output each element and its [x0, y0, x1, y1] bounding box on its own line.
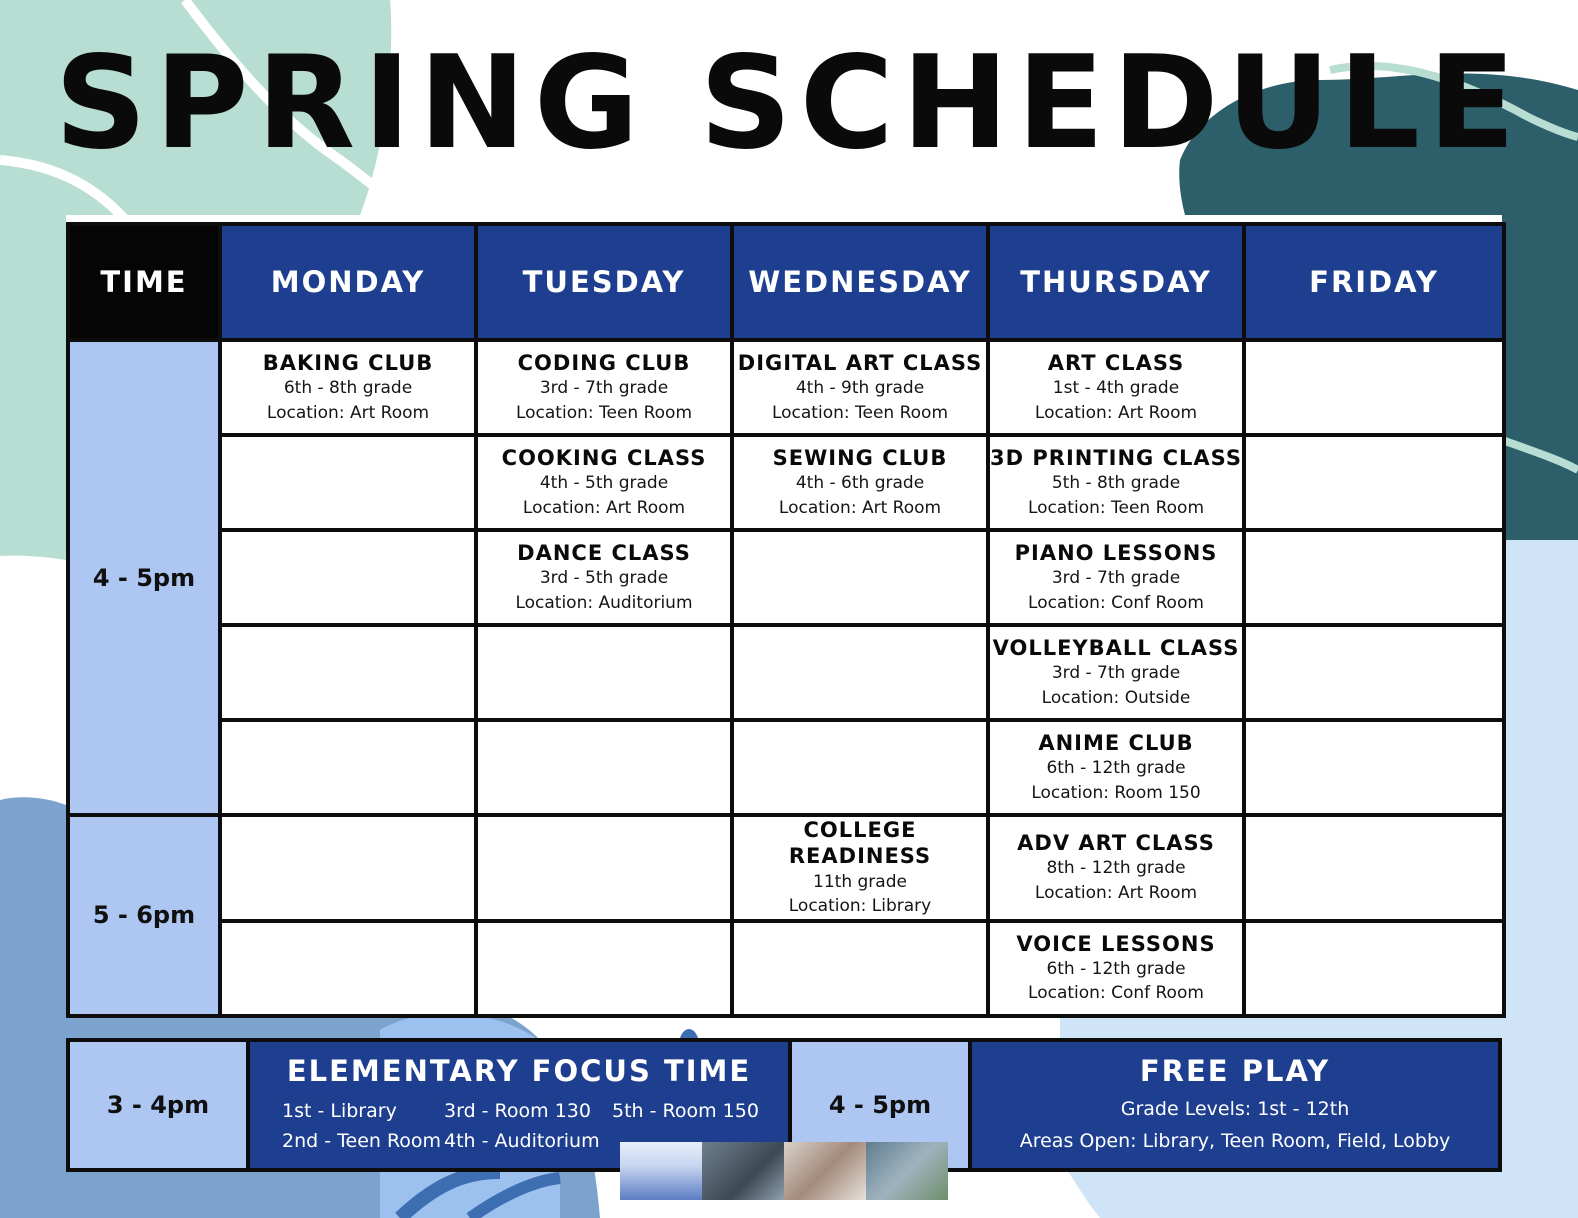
empty-cell-monday: [220, 921, 476, 1016]
class-cell-tuesday: [476, 340, 732, 435]
empty-cell-tuesday: [476, 625, 732, 720]
class-cell-thursday: [988, 720, 1244, 815]
class-grade: 11th grade: [813, 871, 907, 892]
class-location: Location: Auditorium: [515, 592, 693, 613]
day-header-wednesday: WEDNESDAY: [732, 224, 988, 340]
class-location: Location: Art Room: [266, 402, 430, 423]
thumbnail-strip: [620, 1142, 948, 1200]
free-play-areas: Areas Open: Library, Teen Room, Field, Lobby: [1019, 1130, 1451, 1152]
elementary-item: 1st - Library: [282, 1100, 397, 1122]
class-name: VOICE LESSONS: [1016, 931, 1216, 956]
class-name: PIANO LESSONS: [1014, 540, 1218, 565]
class-name: VOLLEYBALL CLASS: [992, 635, 1240, 660]
empty-cell-tuesday: [476, 720, 732, 815]
class-grade: 4th - 5th grade: [539, 472, 669, 493]
class-cell-thursday: [988, 530, 1244, 625]
page-title: SPRING SCHEDULE: [54, 29, 1524, 178]
class-name: CODING CLUB: [517, 350, 691, 375]
class-location: Location: Art Room: [522, 497, 686, 518]
class-cell-tuesday: [476, 530, 732, 625]
free-play-time: 4 - 5pm: [788, 1042, 968, 1168]
class-name: COLLEGE READINESS: [788, 818, 932, 869]
class-grade: 4th - 9th grade: [795, 377, 925, 398]
empty-cell-friday: [1244, 530, 1504, 625]
class-grade: 8th - 12th grade: [1046, 858, 1186, 879]
thumbnail-photo-image: [866, 1142, 948, 1200]
thumbnail-photo-image: [784, 1142, 866, 1200]
thumbnail-schedule-image: [620, 1142, 702, 1200]
class-name: ANIME CLUB: [1038, 730, 1194, 755]
class-location: Location: Conf Room: [1028, 592, 1204, 613]
elementary-item: 2nd - Teen Room: [282, 1130, 442, 1152]
class-grade: 5th - 8th grade: [1051, 472, 1181, 493]
schedule-table: [66, 222, 1506, 1018]
empty-cell-friday: [1244, 340, 1504, 435]
time-block-label: 5 - 6pm: [68, 815, 220, 1016]
class-cell-thursday: [988, 340, 1244, 435]
class-name: BAKING CLUB: [262, 350, 434, 375]
class-grade: 3rd - 5th grade: [539, 567, 669, 588]
empty-cell-wednesday: [732, 720, 988, 815]
class-cell-thursday: [988, 815, 1244, 921]
time-block-label: 4 - 5pm: [68, 340, 220, 815]
class-grade: 3rd - 7th grade: [539, 377, 669, 398]
empty-cell-monday: [220, 815, 476, 921]
class-name: DIGITAL ART CLASS: [737, 350, 983, 375]
day-header-friday: FRIDAY: [1244, 224, 1504, 340]
class-grade: 6th - 8th grade: [283, 377, 413, 398]
schedule-row: [68, 435, 1504, 530]
schedule-row: [68, 815, 1504, 921]
elementary-time: 3 - 4pm: [70, 1042, 246, 1168]
class-location: Location: Teen Room: [1027, 497, 1205, 518]
class-name: 3D PRINTING CLASS: [990, 445, 1242, 470]
day-header-tuesday: TUESDAY: [476, 224, 732, 340]
free-play-panel: [968, 1042, 1498, 1168]
class-location: Location: Art Room: [1034, 402, 1198, 423]
elementary-item: 3rd - Room 130: [444, 1100, 591, 1122]
elementary-item: 4th - Auditorium: [444, 1130, 600, 1152]
empty-cell-tuesday: [476, 921, 732, 1016]
class-location: Location: Teen Room: [515, 402, 693, 423]
class-grade: 3rd - 7th grade: [1051, 567, 1181, 588]
class-location: Location: Teen Room: [771, 402, 949, 423]
class-location: Location: Outside: [1041, 687, 1191, 708]
free-play-grades: Grade Levels: 1st - 12th: [1120, 1098, 1350, 1120]
empty-cell-monday: [220, 530, 476, 625]
empty-cell-friday: [1244, 921, 1504, 1016]
class-name: SEWING CLUB: [772, 445, 948, 470]
empty-cell-friday: [1244, 435, 1504, 530]
empty-cell-friday: [1244, 720, 1504, 815]
class-grade: 3rd - 7th grade: [1051, 662, 1181, 683]
class-location: Location: Art Room: [1034, 883, 1198, 904]
schedule-row: [68, 921, 1504, 1016]
class-grade: 4th - 6th grade: [795, 472, 925, 493]
class-cell-thursday: [988, 921, 1244, 1016]
thumbnail-photo-image: [702, 1142, 784, 1200]
class-location: Location: Library: [788, 896, 932, 917]
empty-cell-wednesday: [732, 921, 988, 1016]
schedule-row: [68, 625, 1504, 720]
class-name: COOKING CLASS: [501, 445, 707, 470]
elementary-item: 5th - Room 150: [612, 1100, 759, 1122]
class-location: Location: Conf Room: [1028, 983, 1204, 1004]
empty-cell-friday: [1244, 625, 1504, 720]
empty-cell-monday: [220, 625, 476, 720]
empty-cell-tuesday: [476, 815, 732, 921]
schedule-row: [68, 530, 1504, 625]
class-cell-thursday: [988, 435, 1244, 530]
class-cell-tuesday: [476, 435, 732, 530]
time-column-header: TIME: [68, 224, 220, 340]
day-header-thursday: THURSDAY: [988, 224, 1244, 340]
schedule-row: [68, 340, 1504, 435]
empty-cell-friday: [1244, 815, 1504, 921]
empty-cell-wednesday: [732, 625, 988, 720]
empty-cell-monday: [220, 435, 476, 530]
class-grade: 6th - 12th grade: [1046, 958, 1186, 979]
header-row: [68, 224, 1504, 340]
class-name: ADV ART CLASS: [1017, 831, 1215, 856]
day-header-monday: MONDAY: [220, 224, 476, 340]
class-cell-thursday: [988, 625, 1244, 720]
class-name: ART CLASS: [1047, 350, 1185, 375]
class-cell-wednesday: [732, 435, 988, 530]
class-cell-monday: [220, 340, 476, 435]
class-location: Location: Room 150: [1031, 782, 1201, 803]
elementary-focus-title: ELEMENTARY FOCUS TIME: [286, 1054, 752, 1088]
class-grade: 6th - 12th grade: [1046, 757, 1186, 778]
empty-cell-wednesday: [732, 530, 988, 625]
class-cell-wednesday: [732, 340, 988, 435]
class-location: Location: Art Room: [778, 497, 942, 518]
class-grade: 1st - 4th grade: [1052, 377, 1180, 398]
class-name: DANCE CLASS: [517, 540, 691, 565]
schedule-row: [68, 720, 1504, 815]
class-cell-wednesday: [732, 815, 988, 921]
free-play-title: FREE PLAY: [1139, 1054, 1331, 1088]
empty-cell-monday: [220, 720, 476, 815]
